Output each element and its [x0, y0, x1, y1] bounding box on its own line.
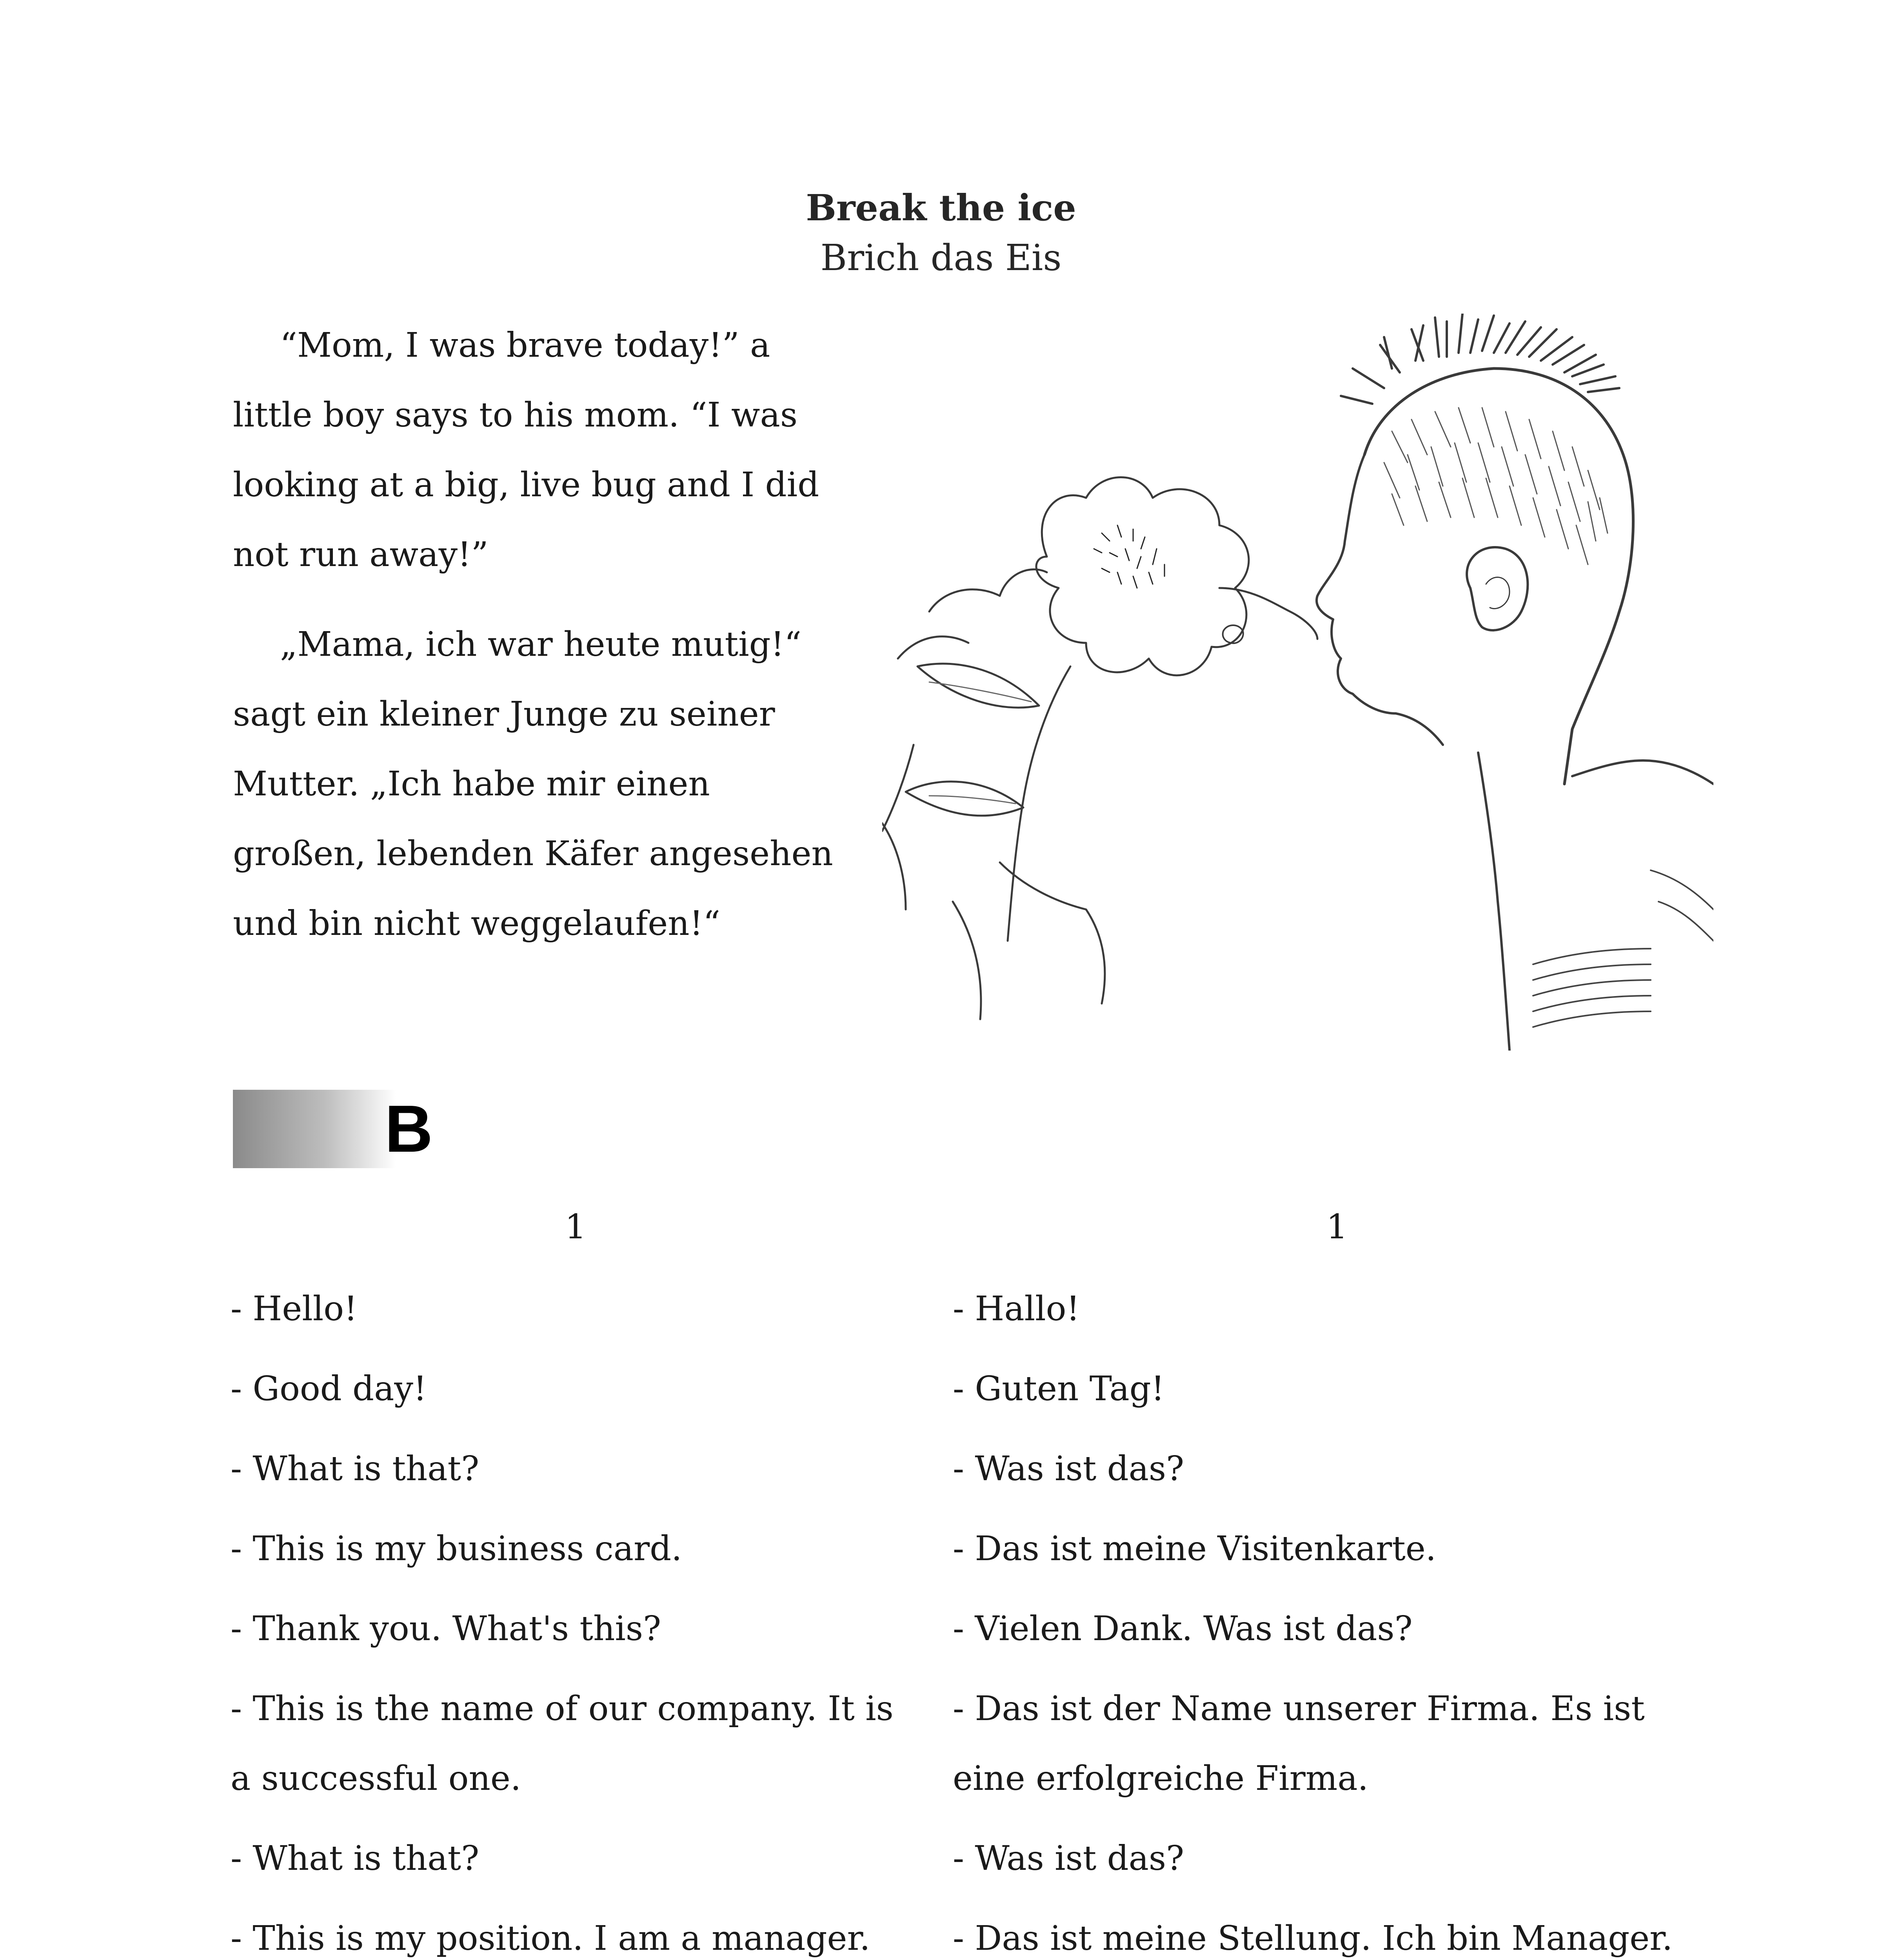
- dialogue-line: - Das ist meine Visitenkarte.: [953, 1529, 1437, 1568]
- dialogue-line: - Vielen Dank. Was ist das?: [953, 1609, 1413, 1648]
- dialogue-german-column: [953, 1200, 1721, 1960]
- dialogue-line: - Hello!: [231, 1289, 358, 1328]
- dialogue-line: - This is my position. I am a manager.: [231, 1919, 870, 1958]
- flower-center: [1094, 525, 1164, 588]
- dialogue-line: - Guten Tag!: [953, 1369, 1165, 1408]
- story-english-text: “Mom, I was brave today!” a little boy says to his mom. “I was looking at a big, live bug and I did not run away!”: [233, 326, 819, 574]
- story-english: [233, 310, 845, 590]
- head-outline: [1364, 368, 1633, 784]
- dialogue-line: - Was ist das?: [953, 1839, 1184, 1878]
- page-title: Break the ice: [806, 187, 1076, 229]
- dialogue-line: - Thank you. What's this?: [231, 1609, 661, 1648]
- shirt-outline: [1478, 753, 1713, 1051]
- story-german: [233, 610, 845, 958]
- dialogue-line: - This is my business card.: [231, 1529, 682, 1568]
- dialogue-line: - Was ist das?: [953, 1449, 1184, 1488]
- dialogue-number: 1: [1326, 1207, 1348, 1247]
- dialogue-line: - Good day!: [231, 1369, 427, 1408]
- dialogue-line: - What is that?: [231, 1449, 480, 1488]
- dialogue-number: 1: [565, 1207, 587, 1247]
- story-german-text: „Mama, ich war heute mutig!“ sagt ein kleiner Junge zu seiner Mutter. „Ich habe mir einen großen, lebenden Käfer angesehen und bin nicht weggelaufen!“: [233, 625, 833, 943]
- dialogue-line: - This is the name of our company. It is a successful one.: [231, 1689, 894, 1798]
- boy-smelling-flower-sketch-icon: [882, 314, 1713, 1051]
- page-subtitle: Brich das Eis: [820, 237, 1062, 279]
- stem-and-leaves: [882, 664, 1105, 1019]
- dialogue-english-column: [231, 1200, 921, 1960]
- dialogue-line: - What is that?: [231, 1839, 480, 1878]
- hair-sketch: [1341, 314, 1619, 404]
- section-badge: [233, 1090, 437, 1168]
- dialogue-line: - Das ist der Name unserer Firma. Es ist eine erfolgreiche Firma.: [953, 1689, 1645, 1798]
- dialogue-line: - Hallo!: [953, 1289, 1080, 1328]
- section-letter: B: [385, 1092, 433, 1166]
- dialogue-line: - Das ist meine Stellung. Ich bin Manager.: [953, 1919, 1673, 1958]
- face-profile: [1317, 455, 1443, 745]
- ear-outline: [1467, 547, 1528, 630]
- flower-sketch: [898, 477, 1317, 675]
